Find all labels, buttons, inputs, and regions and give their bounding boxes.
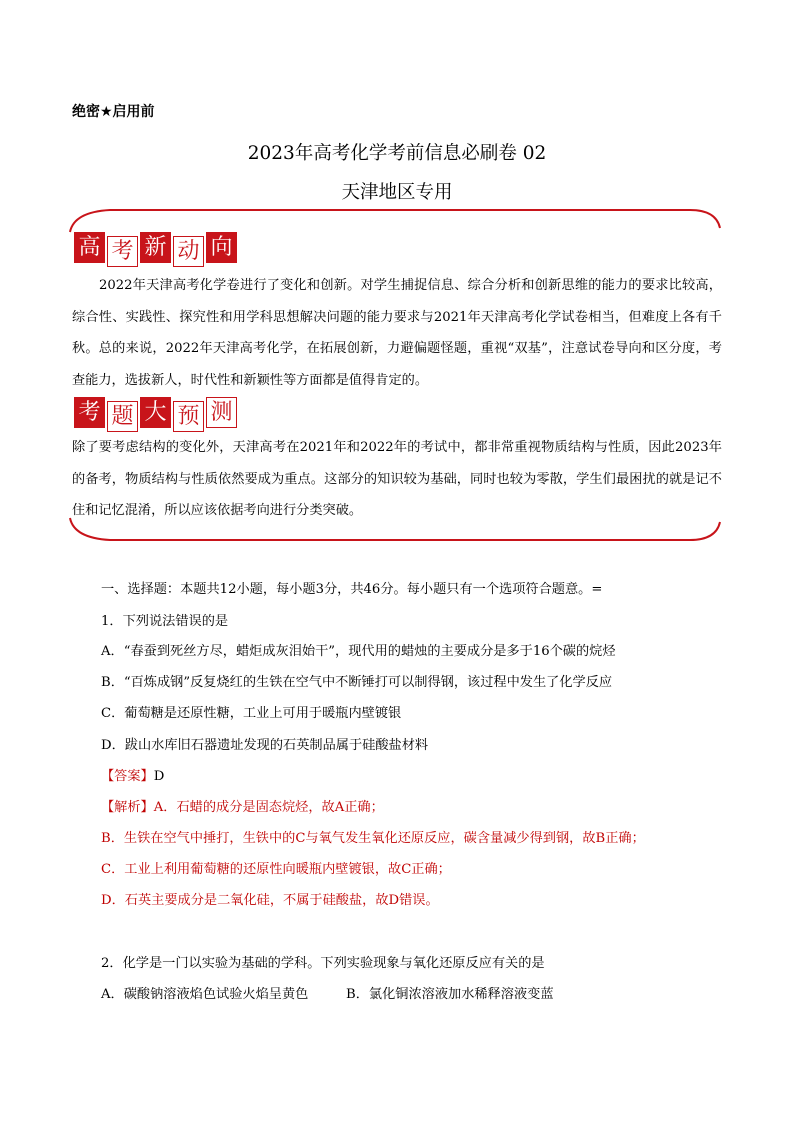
title-tile: 向 [206, 232, 237, 263]
title-tile: 高 [74, 232, 105, 263]
answer-line [101, 765, 164, 784]
analysis-text: D．石英主要成分是二氧化硅，不属于硅酸盐，故D错误。 [101, 893, 439, 908]
option-a: A．“春蚕到死丝方尽，蜡炬成灰泪始干”，现代用的蜡烛的主要成分是多于16个碳的烷烃 [101, 644, 616, 659]
section-title-dynamic [74, 232, 239, 267]
section-title-predict [74, 397, 239, 432]
option-d: D．跋山水库旧石器遗址发现的石英制品属于硅酸盐材料 [101, 738, 429, 753]
analysis-text: A．石蜡的成分是固态烷烃，故A正确； [153, 800, 384, 815]
section-heading: 一、选择题：本题共12小题，每小题3分，共46分。每小题只有一个选项符合题意。= [101, 582, 603, 597]
option-a: A．碳酸钠溶液焰色试验火焰呈黄色 [101, 987, 309, 1002]
page-title: 2023年高考化学考前信息必刷卷 02 [247, 143, 547, 164]
option-b: B．“百炼成钢”反复烧红的生铁在空气中不断锤打可以制得钢，该过程中发生了化学反应 [101, 675, 613, 690]
predict-paragraph: 除了要考虑结构的变化外，天津高考在2021年和2022年的考试中，都非常重视物质结构与性质，因此2023年的备考，物质结构与性质依然要成为重点。这部分的知识较为基础，同时也较为零散，学生们最困扰的就是记不住和记忆混淆，所以应该依据考向进行分类突破。 [72, 440, 722, 518]
title-tile: 预 [173, 401, 204, 432]
page-subtitle: 天津地区专用 [341, 182, 453, 203]
title-tile: 新 [140, 232, 171, 263]
dynamic-paragraph: 2022年天津高考化学卷进行了变化和创新。对学生捕捉信息、综合分析和创新思维的能力的要求比较高，综合性、实践性、探究性和用学科思想解决问题的能力要求与2021年天津高考化学试卷相当，但难度上各有千秋。总的来说，2022年天津高考化学，在拓展创新，力避偏题怪题，重视“双基”，注意试卷导向和区分度，考查能力，选拔新人，时代性和新颖性等方面都是值得肯定的。 [72, 278, 722, 388]
option-c: C．葡萄糖是还原性糖，工业上可用于暖瓶内壁镀银 [101, 706, 402, 721]
title-tile: 题 [107, 401, 138, 432]
question-stem: 2．化学是一门以实验为基础的学科。下列实验现象与氧化还原反应有关的是 [101, 956, 545, 971]
title-tile: 动 [173, 236, 204, 267]
confidential-mark: 绝密★启用前 [72, 104, 155, 120]
option-b: B．氯化铜浓溶液加水稀释溶液变蓝 [346, 987, 554, 1002]
analysis-label: 【解析】 [101, 800, 154, 815]
answer-value: D [153, 769, 165, 784]
title-tile: 测 [206, 397, 237, 428]
analysis-text: B．生铁在空气中捶打，生铁中的C与氧气发生氧化还原反应，碳含量减少得到钢，故B正确； [101, 831, 645, 846]
title-tile: 考 [74, 397, 105, 428]
question-stem: 1．下列说法错误的是 [101, 614, 229, 629]
title-tile: 大 [140, 397, 171, 428]
analysis-text: C．工业上利用葡萄糖的还原性向暖瓶内壁镀银，故C正确； [101, 862, 451, 877]
title-tile: 考 [107, 236, 138, 267]
analysis-line [101, 796, 384, 815]
answer-label: 【答案】 [101, 769, 154, 784]
